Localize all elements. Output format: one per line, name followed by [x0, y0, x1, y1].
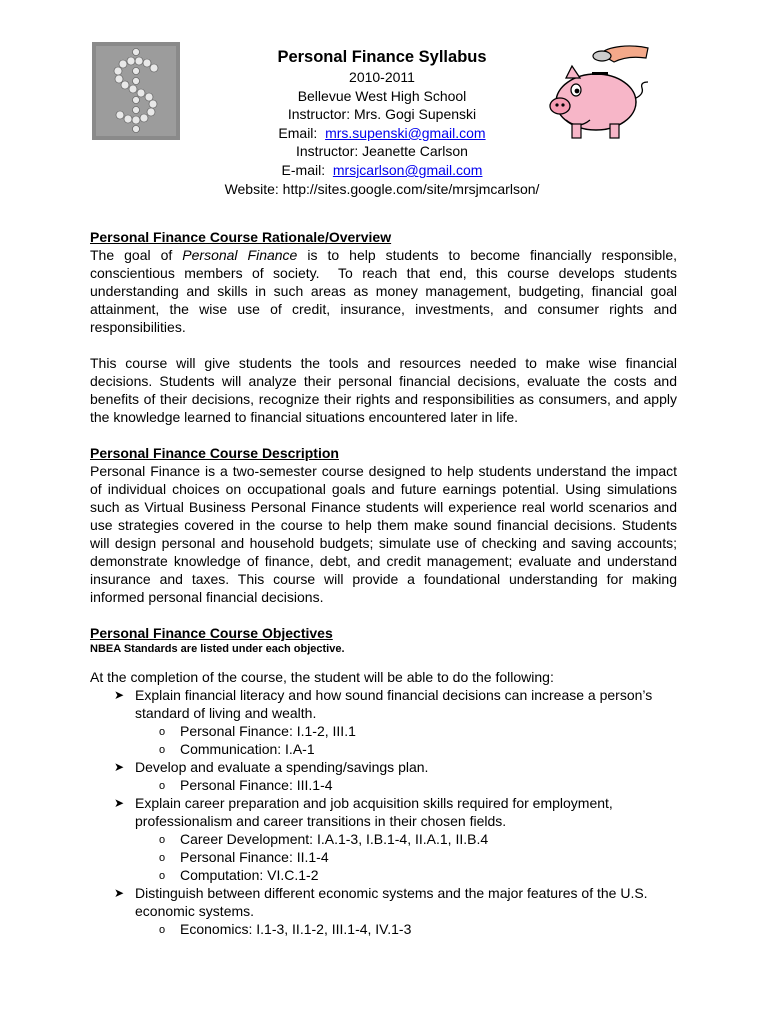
description-paragraph: Personal Finance is a two-semester course designed to help students understand the impact of individual choices on occupational goals and future earnings potential. Using simulations such as Virtual Business Personal Finance students will experience real world scenarios and use strategies covered in the course to help them make sound financial decisions. Students will design personal and household budgets; simulate use of checking and saving accounts; demonstrate knowledge of finance, debt, and credit management; evaluate and understand insurance and taxes. This course will provide a foundational understanding for making informed personal financial decisions. — [90, 463, 677, 605]
arrow-bullet-icon: ➤ — [114, 886, 125, 900]
objective-text: Develop and evaluate a spending/savings plan. — [135, 759, 429, 775]
rationale-p1-start: The goal of — [90, 247, 183, 263]
school-year: 2010-2011 — [349, 69, 415, 85]
objective-item — [90, 884, 677, 938]
circle-bullet-icon: o — [159, 780, 166, 792]
rationale-paragraph-2: This course will give students the tools and resources needed to make wise financial decisions. Students will analyze their personal financial decisions, evaluate the costs and benefits of their decisions, recognize their rights and responsibilities as consumers, and apply the knowledge learned to financial situations encountered later in life. — [90, 355, 677, 425]
standard-item — [90, 722, 677, 740]
instructor-2: Instructor: Jeanette Carlson — [296, 143, 468, 160]
arrow-bullet-icon: ➤ — [114, 688, 125, 702]
email-2-label: E-mail: — [281, 161, 333, 178]
standard-item — [90, 920, 677, 938]
circle-bullet-icon: o — [159, 726, 166, 738]
standard-text: Computation: VI.C.1-2 — [180, 867, 319, 883]
circle-bullet-icon: o — [159, 924, 166, 936]
standard-item — [90, 776, 677, 794]
standard-text: Personal Finance: II.1-4 — [180, 849, 329, 865]
standard-text: Personal Finance: III.1-4 — [180, 777, 333, 793]
standard-item — [90, 740, 677, 758]
standard-text: Personal Finance: I.1-2, III.1 — [180, 723, 356, 739]
website-line: Website: http://sites.google.com/site/mrsjmcarlson/ — [224, 180, 540, 197]
rationale-p1-rest: is to help students to become financially responsible, conscientious members of society. To reach that end, this course develops students understanding and skills in such areas as money management, budgeting, financial goal attainment, the wise use of credit, insurance, investments, and consumer rights and responsibilities. — [90, 247, 681, 335]
instructor-1: Instructor: Mrs. Gogi Supenski — [287, 106, 477, 123]
standard-text: Career Development: I.A.1-3, I.B.1-4, II.A.1, II.B.4 — [180, 831, 489, 847]
rationale-heading: Personal Finance Course Rationale/Overview — [90, 229, 392, 245]
email-2-link[interactable]: mrsjcarlson@gmail.com — [332, 161, 483, 178]
objectives-intro: At the completion of the course, the student will be able to do the following: — [90, 669, 554, 685]
circle-bullet-icon: o — [159, 834, 166, 846]
email-1-link[interactable]: mrs.supenski@gmail.com — [325, 124, 486, 141]
objective-item — [90, 758, 677, 794]
standard-item — [90, 848, 677, 866]
standards-list — [135, 830, 677, 884]
objectives-heading: Personal Finance Course Objectives — [90, 625, 333, 641]
email-1-line — [180, 124, 584, 143]
standard-item — [90, 830, 677, 848]
dollar-sign-coins-icon — [92, 42, 180, 140]
arrow-bullet-icon: ➤ — [114, 796, 125, 810]
objective-text: Distinguish between different economic systems and the major features of the U.S. economic systems. — [135, 885, 648, 919]
page-title: Personal Finance Syllabus — [277, 48, 487, 66]
standards-list — [135, 722, 677, 758]
syllabus-body — [90, 228, 681, 938]
objectives-list — [90, 686, 677, 938]
standard-text: Communication: I.A-1 — [180, 741, 315, 757]
rationale-paragraph-1 — [90, 246, 681, 336]
objective-text: Explain career preparation and job acquisition skills required for employment, professionalism and career transitions in their chosen fields. — [135, 795, 613, 829]
email-1-label: Email: — [278, 124, 326, 141]
standards-list — [135, 920, 677, 938]
circle-bullet-icon: o — [159, 870, 166, 882]
course-name-emphasis: Personal Finance — [182, 247, 298, 263]
objective-item — [90, 686, 677, 758]
school-name: Bellevue West High School — [297, 87, 467, 104]
circle-bullet-icon: o — [159, 744, 166, 756]
arrow-bullet-icon: ➤ — [114, 760, 125, 774]
standard-text: Economics: I.1-3, II.1-2, III.1-4, IV.1-3 — [180, 921, 412, 937]
objective-text: Explain financial literacy and how sound financial decisions can increase a person’s standard of living and wealth. — [135, 687, 653, 721]
standards-list — [135, 776, 677, 794]
email-2-line — [180, 161, 584, 180]
nbea-note: NBEA Standards are listed under each objective. — [90, 643, 345, 655]
description-heading: Personal Finance Course Description — [90, 445, 339, 461]
objective-item — [90, 794, 677, 884]
circle-bullet-icon: o — [159, 852, 166, 864]
standard-item — [90, 866, 677, 884]
syllabus-header — [180, 46, 584, 198]
